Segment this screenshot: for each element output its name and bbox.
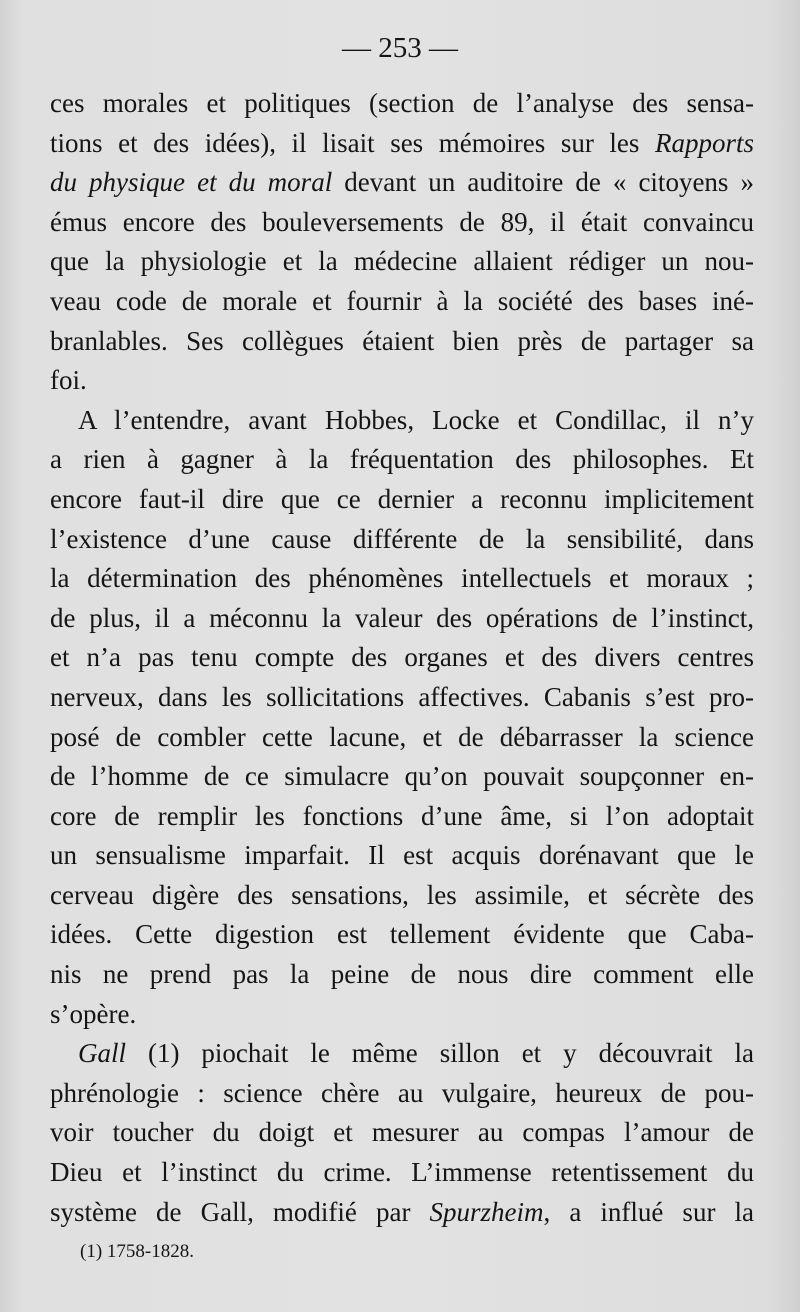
body-text xyxy=(50,84,754,1232)
text-line: émus encore des bouleversements de 89, il était convaincu xyxy=(50,206,754,237)
page-number: — 253 — xyxy=(342,32,458,64)
text-line: nerveux, dans les sollicitations affectives. Cabanis s’est pro- xyxy=(50,681,754,712)
text-line: a rien à gagner à la fréquentation des philosophes. Et xyxy=(50,444,754,475)
text-line: cerveau digère des sensations, les assimile, et sécrète des xyxy=(50,879,754,910)
text-line: core de remplir les fonctions d’une âme, si l’on adoptait xyxy=(50,800,754,831)
text-line: ces morales et politiques (section de l’analyse des sensa- xyxy=(50,88,754,118)
text-line: tions et des idées), il lisait ses mémoires sur les Rapports xyxy=(50,127,754,158)
text-line: système de Gall, modifié par Spurzheim, a influé sur la xyxy=(50,1196,754,1227)
text-line: un sensualisme imparfait. Il est acquis dorénavant que le xyxy=(50,840,754,871)
text-line: posé de combler cette lacune, et de débarrasser la science xyxy=(50,721,754,752)
text-line: phrénologie : science chère au vulgaire, heureux de pou- xyxy=(50,1077,754,1108)
text-line: nis ne prend pas la peine de nous dire comment elle xyxy=(50,959,754,990)
text-line: idées. Cette digestion est tellement évidente que Caba- xyxy=(50,919,754,950)
text-line: encore faut-il dire que ce dernier a reconnu implicitement xyxy=(50,483,754,514)
text-line: foi. xyxy=(50,365,87,396)
text-line: de l’homme de ce simulacre qu’on pouvait soupçonner en- xyxy=(50,761,754,792)
text-line: que la physiologie et la médecine allaient rédiger un nou- xyxy=(50,246,754,277)
text-line: A l’entendre, avant Hobbes, Locke et Condillac, il n’y xyxy=(78,404,754,435)
text-line: veau code de morale et fournir à la société des bases iné- xyxy=(50,285,754,316)
text-line: branlables. Ses collègues étaient bien près de partager sa xyxy=(50,325,754,356)
paragraph xyxy=(50,1034,754,1232)
paragraph xyxy=(50,84,754,401)
text-line: la détermination des phénomènes intellectuels et moraux ; xyxy=(50,563,754,594)
footnote: (1) 1758-1828. xyxy=(80,1241,194,1262)
text-line: et n’a pas tenu compte des organes et des divers centres xyxy=(50,642,754,673)
text-line: Dieu et l’instinct du crime. L’immense retentissement du xyxy=(50,1157,754,1188)
paragraph xyxy=(50,401,754,1035)
text-line: Gall (1) piochait le même sillon et y découvrait la xyxy=(78,1038,754,1069)
text-line: s’opère. xyxy=(50,998,137,1029)
text-line: voir toucher du doigt et mesurer au compas l’amour de xyxy=(50,1117,754,1148)
text-line: du physique et du moral devant un auditoire de « citoyens » xyxy=(50,167,754,198)
text-line: de plus, il a méconnu la valeur des opérations de l’instinct, xyxy=(50,602,754,633)
text-line: l’existence d’une cause différente de la sensibilité, dans xyxy=(50,523,754,554)
